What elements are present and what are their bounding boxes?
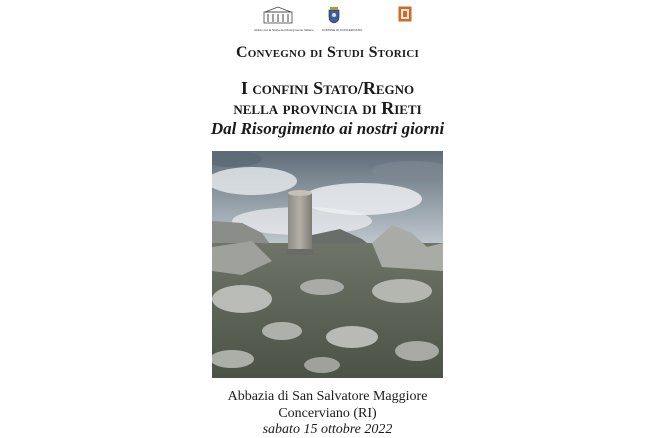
fondazione-logo-icon <box>398 6 412 22</box>
comune-logo <box>322 6 363 33</box>
logo-bar <box>0 6 655 36</box>
subtitle: Dal Risorgimento ai nostri giorni <box>210 119 445 138</box>
venue-location: Concerviano (RI) <box>278 406 377 421</box>
fondazione-logo <box>386 6 424 27</box>
ministry-logo-caption: Istituto per la Storia del Risorgimento Italiano <box>254 28 314 32</box>
event-date: sabato 15 ottobre 2022 <box>262 422 393 437</box>
boundary-stone-photo <box>212 151 443 378</box>
comune-coat-of-arms-icon <box>327 6 341 24</box>
ministry-building-logo-icon <box>263 6 293 24</box>
venue-name: Abbazia di San Salvatore Maggiore <box>227 389 428 404</box>
ministry-logo <box>254 6 314 33</box>
conference-label: Convegno di Studi Storici <box>235 44 420 61</box>
title-line-2: nella provincia di Rieti <box>233 98 422 118</box>
title-line-1: I confini Stato/Regno <box>240 78 415 98</box>
comune-logo-caption: COMUNE DI CONCERVIANO <box>322 28 363 32</box>
